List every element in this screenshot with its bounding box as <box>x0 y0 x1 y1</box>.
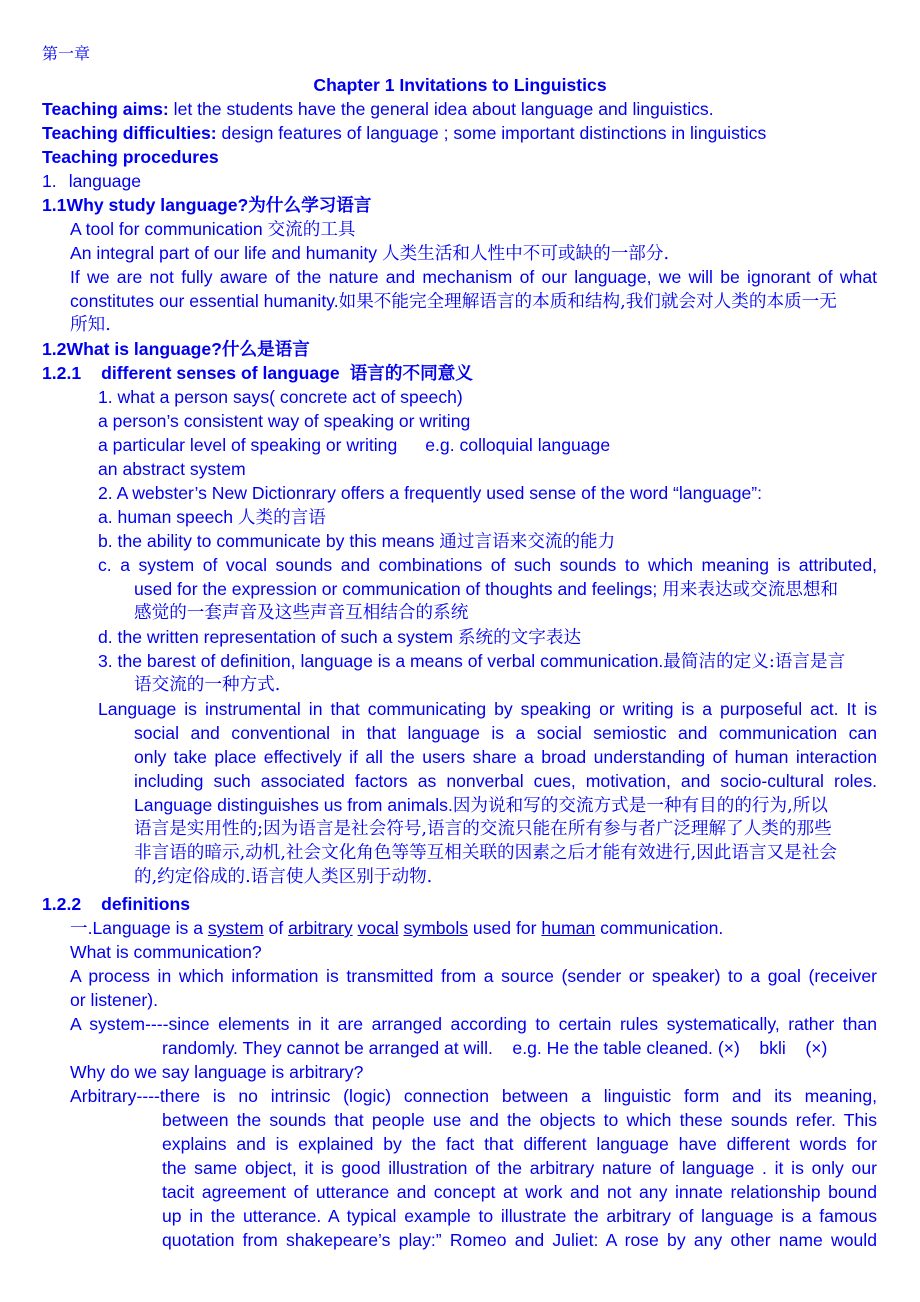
section-number: 1.1 <box>42 195 67 215</box>
arbitrary-line-3: explains and is explained by the fact that different language have different words for <box>162 1134 877 1154</box>
teaching-difficulties-label: Teaching difficulties: <box>42 123 217 143</box>
text-cn: 用来表达或交流思想和 <box>662 580 839 600</box>
sense-1-d: an abstract system <box>98 459 246 479</box>
teaching-difficulties-text: design features of language ; some important distinctions in linguistics <box>216 123 767 143</box>
sense-2-c-line-3: 感觉的一套声音及这些声音互相结合的系统 <box>134 603 469 623</box>
arbitrary-line-6: up in the utterance. A typical example to illustrate the arbitrary of language is a famous <box>162 1206 877 1226</box>
keyword-system: system <box>207 918 264 938</box>
keyword-arbitrary: arbitrary <box>288 918 353 938</box>
arbitrary-line-4: the same object, it is good illustration of the arbitrary nature of language . it is only our <box>162 1158 877 1178</box>
section-number: 1.2 <box>42 339 67 359</box>
para-line-3: only take place effectively if all the users share a broad understanding of human interaction <box>134 747 877 767</box>
sense-1: 1. what a person says( concrete act of speech) <box>98 387 463 407</box>
section-title: different senses of language <box>101 363 340 383</box>
text: b. the ability to communicate by this means <box>98 531 440 551</box>
text: a. human speech <box>98 507 238 527</box>
keyword-vocal: vocal <box>357 918 399 938</box>
text: An integral part of our life and humanity <box>70 243 382 263</box>
para-line-1: Language is instrumental in that communicating by speaking or writing is a purposeful act. It is <box>98 699 877 719</box>
sense-3-line-2: 语交流的一种方式. <box>134 675 281 695</box>
keyword-human: human <box>541 918 596 938</box>
sense-2: 2. A webster’s New Dictionrary offers a frequently used sense of the word “language”: <box>98 483 763 503</box>
text-cn: 系统的文字表达 <box>457 628 582 648</box>
teaching-procedures-heading: Teaching procedures <box>42 147 219 167</box>
text: A tool for communication <box>70 219 268 239</box>
arbitrary-line-2: between the sounds that people use and the objects to which these sounds refer. This <box>162 1110 877 1130</box>
text: 一.Language is a <box>70 918 208 938</box>
para-line-4: including such associated factors as nonverbal cues, motivation, and socio-cultural roles. <box>134 771 877 791</box>
text-cn: 人类生活和人性中不可或缺的一部分. <box>381 244 670 264</box>
section-1-2-1-heading <box>42 361 473 386</box>
text: 3. the barest of definition, language is a means of verbal communication. <box>98 651 664 671</box>
section-title: definitions <box>101 894 191 914</box>
text-cn: 交流的工具 <box>267 220 356 240</box>
teaching-difficulties <box>42 121 766 145</box>
arbitrary-line-7: quotation from shakepeare’s play:” Romeo and Juliet: A rose by any other name would <box>162 1230 877 1250</box>
text: d. the written representation of such a system <box>98 627 458 647</box>
example-text: e.g. colloquial language <box>425 435 611 455</box>
para-line-8: 的,约定俗成的.语言使人类区别于动物. <box>134 867 433 887</box>
teaching-aims-text: let the students have the general idea about language and linguistics. <box>168 99 714 119</box>
item-1-number: 1. <box>42 171 57 191</box>
para-line-2: social and conventional in that language is a social semiostic and communication can <box>134 723 877 743</box>
teaching-aims <box>42 97 714 121</box>
text: of <box>263 918 289 938</box>
sense-2-c-line-2 <box>134 577 838 602</box>
section-title-cn: 为什么学习语言 <box>248 195 372 216</box>
arbitrary-line-5: tacit agreement of utterance and concept at work and not any innate relationship bound <box>162 1182 877 1202</box>
section-title-cn: 什么是语言 <box>221 339 310 360</box>
text: used for <box>468 918 542 938</box>
why-line-2 <box>70 241 669 266</box>
chapter-cn-heading: 第一章 <box>42 44 91 63</box>
item-1 <box>42 169 141 193</box>
definition-1 <box>70 916 723 940</box>
question-arbitrary: Why do we say language is arbitrary? <box>70 1062 364 1082</box>
text-cn: 人类的言语 <box>237 508 326 528</box>
sense-3 <box>98 649 845 674</box>
text: constitutes our essential humanity. <box>70 291 339 311</box>
sense-2-b <box>98 529 615 554</box>
section-title-cn: 语言的不同意义 <box>349 363 473 384</box>
chapter-title: Chapter 1 Invitations to Linguistics <box>313 75 607 95</box>
keyword-symbols: symbols <box>403 918 469 938</box>
section-1-2-heading <box>42 337 310 362</box>
text: communication. <box>595 918 724 938</box>
section-1-1-heading <box>42 193 371 218</box>
sense-2-a <box>98 505 326 530</box>
answer-communication-1: A process in which information is transmitted from a source (sender or speaker) to a goal (receiver <box>70 966 877 986</box>
why-line-3: If we are not fully aware of the nature and mechanism of our language, we will be ignorant of what <box>70 267 877 287</box>
text-cn: 因为说和写的交流方式是一种有目的的行为,所以 <box>452 796 828 816</box>
arbitrary-line-1: Arbitrary----there is no intrinsic (logic) connection between a linguistic form and its meaning, <box>70 1086 877 1106</box>
section-number: 1.2.2 <box>42 894 82 914</box>
para-line-7: 非言语的暗示,动机,社会文化角色等等互相关联的因素之后才能有效进行,因此语言又是社会 <box>134 843 837 863</box>
question-communication: What is communication? <box>70 942 262 962</box>
sense-1-b: a person’s consistent way of speaking or writing <box>98 411 471 431</box>
section-number: 1.2.1 <box>42 363 82 383</box>
para-line-5 <box>134 793 828 818</box>
text-cn: 通过言语来交流的能力 <box>439 532 616 552</box>
text-cn: 最简洁的定义:语言是言 <box>663 652 846 672</box>
item-1-label: language <box>68 171 142 191</box>
text: used for the expression or communication of thoughts and feelings; <box>134 579 663 599</box>
text: Language distinguishes us from animals. <box>134 795 453 815</box>
text-cn: 如果不能完全理解语言的本质和结构,我们就会对人类的本质一无 <box>338 292 837 312</box>
section-1-2-2-heading <box>42 892 190 916</box>
para-line-6: 语言是实用性的;因为语言是社会符号,语言的交流只能在所有参与者广泛理解了人类的那些 <box>134 819 832 839</box>
sense-1-c <box>98 433 610 457</box>
why-line-1 <box>70 217 356 242</box>
sense-2-d <box>98 625 581 650</box>
section-title: What is language? <box>66 339 222 359</box>
text: a particular level of speaking or writing <box>98 435 398 455</box>
why-line-4 <box>70 289 837 314</box>
section-title: Why study language? <box>66 195 249 215</box>
teaching-aims-label: Teaching aims: <box>42 99 169 119</box>
system-line-2: randomly. They cannot be arranged at will. e.g. He the table cleaned. (×) bkli (×) <box>162 1038 828 1058</box>
why-line-5: 所知. <box>70 315 111 335</box>
sense-2-c-line-1: c. a system of vocal sounds and combinations of such sounds to which meaning is attributed, <box>98 555 877 575</box>
answer-communication-2: or listener). <box>70 990 158 1010</box>
system-line-1: A system----since elements in it are arranged according to certain rules systematically, rather than <box>70 1014 877 1034</box>
